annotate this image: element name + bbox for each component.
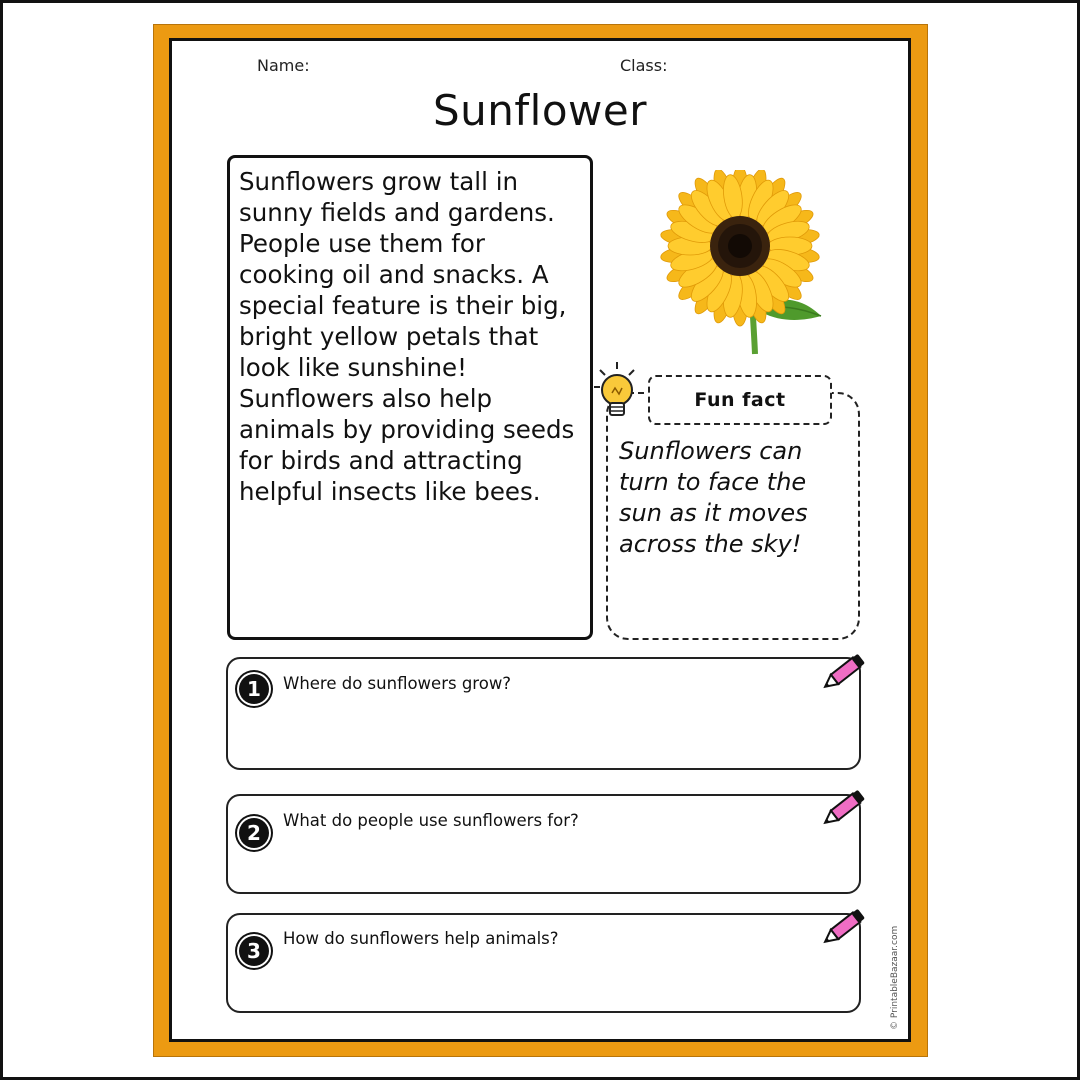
lightbulb-icon (592, 360, 644, 422)
class-label: Class: (620, 56, 668, 75)
fun-fact-text: Sunflowers can turn to face the sun as it moves across the sky! (619, 437, 808, 558)
question-2-answer-box[interactable] (226, 794, 861, 894)
pencil-icon (818, 903, 870, 951)
pencil-icon (818, 784, 870, 832)
question-1-text: Where do sunflowers grow? (283, 674, 512, 693)
reading-passage-box (227, 155, 593, 640)
reading-passage: Sunflowers grow tall in sunny fields and gardens. People use them for cooking oil and snacks. A special feature is their big, bright yellow petals that look like sunshine! Sunflowers also help animals by providing seeds for birds and attracting helpful insects like bees. (239, 167, 575, 506)
sunflower-illustration (655, 170, 830, 355)
question-2-text: What do people use sunflowers for? (283, 811, 579, 830)
page-title: Sunflower (432, 86, 647, 135)
question-2-number: 2 (239, 818, 269, 848)
question-3-answer-box[interactable] (226, 913, 861, 1013)
pencil-icon (818, 648, 870, 696)
question-1-number: 1 (239, 674, 269, 704)
question-3-text: How do sunflowers help animals? (283, 929, 559, 948)
question-3-number: 3 (239, 936, 269, 966)
name-label: Name: (257, 56, 310, 75)
copyright-credit: © PrintableBazaar.com (890, 925, 900, 1030)
fun-fact-heading: Fun fact (648, 375, 832, 425)
